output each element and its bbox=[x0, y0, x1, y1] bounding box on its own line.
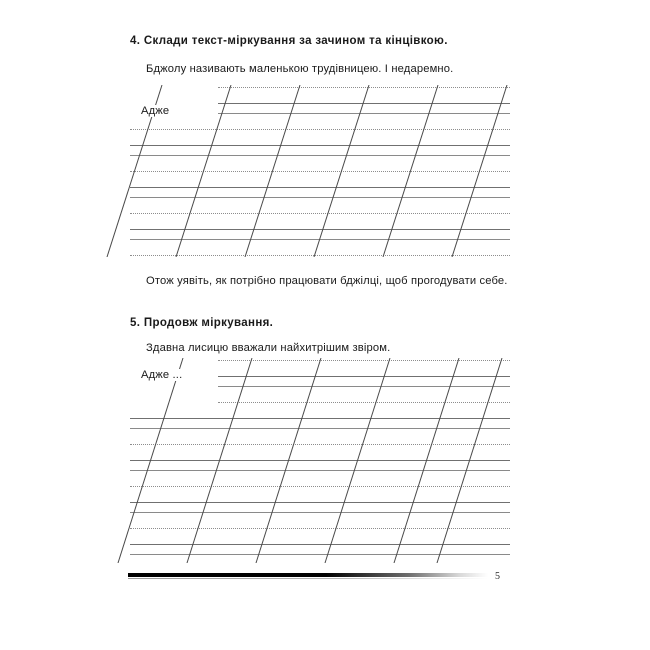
guide-line-solid bbox=[218, 113, 510, 114]
writing-area-4[interactable] bbox=[0, 85, 650, 257]
guide-line-dotted bbox=[130, 213, 510, 214]
footer-divider-bar bbox=[128, 573, 488, 577]
guide-line-solid bbox=[130, 554, 510, 555]
guide-line-dotted bbox=[130, 171, 510, 172]
guide-line-dotted bbox=[130, 444, 510, 445]
guide-line-solid bbox=[130, 544, 510, 545]
guide-line-solid bbox=[130, 239, 510, 240]
guide-line-solid bbox=[218, 103, 510, 104]
guide-line-dotted bbox=[218, 402, 510, 403]
guide-line-dotted bbox=[130, 486, 510, 487]
guide-line-dotted bbox=[130, 528, 510, 529]
guide-line-solid bbox=[130, 460, 510, 461]
task-4-inline-prompt: Адже bbox=[141, 105, 173, 117]
task-4-heading: 4. Склади текст-міркування за зачином та кінцівкою. bbox=[130, 35, 448, 47]
guide-line-dotted bbox=[130, 129, 510, 130]
guide-line-dotted bbox=[218, 360, 510, 361]
guide-line-dotted bbox=[218, 87, 510, 88]
guide-line-dotted bbox=[130, 255, 510, 256]
guide-line-solid bbox=[218, 376, 510, 377]
guide-line-solid bbox=[130, 145, 510, 146]
guide-line-solid bbox=[130, 512, 510, 513]
page-number: 5 bbox=[495, 571, 500, 582]
writing-area-5[interactable] bbox=[0, 358, 650, 563]
task-5-heading: 5. Продовж міркування. bbox=[130, 317, 274, 329]
task-5-inline-prompt: Адже ... bbox=[141, 369, 186, 381]
guide-line-solid bbox=[130, 470, 510, 471]
task-4-intro-text: Бджолу називають маленькою трудівницею. І недаремно. bbox=[146, 63, 454, 75]
footer-divider-bar-thin bbox=[128, 578, 488, 579]
guide-line-solid bbox=[130, 502, 510, 503]
guide-line-solid bbox=[130, 418, 510, 419]
guide-line-solid bbox=[130, 428, 510, 429]
guide-line-solid bbox=[218, 386, 510, 387]
task-5-intro-text: Здавна лисицю вважали найхитрішим звіром. bbox=[146, 342, 391, 354]
task-4-outro-text: Отож уявіть, як потрібно працювати бджілці, щоб прогодувати себе. bbox=[146, 275, 508, 287]
guide-line-solid bbox=[130, 197, 510, 198]
guide-line-solid bbox=[130, 187, 510, 188]
guide-line-solid bbox=[130, 155, 510, 156]
guide-line-solid bbox=[130, 229, 510, 230]
